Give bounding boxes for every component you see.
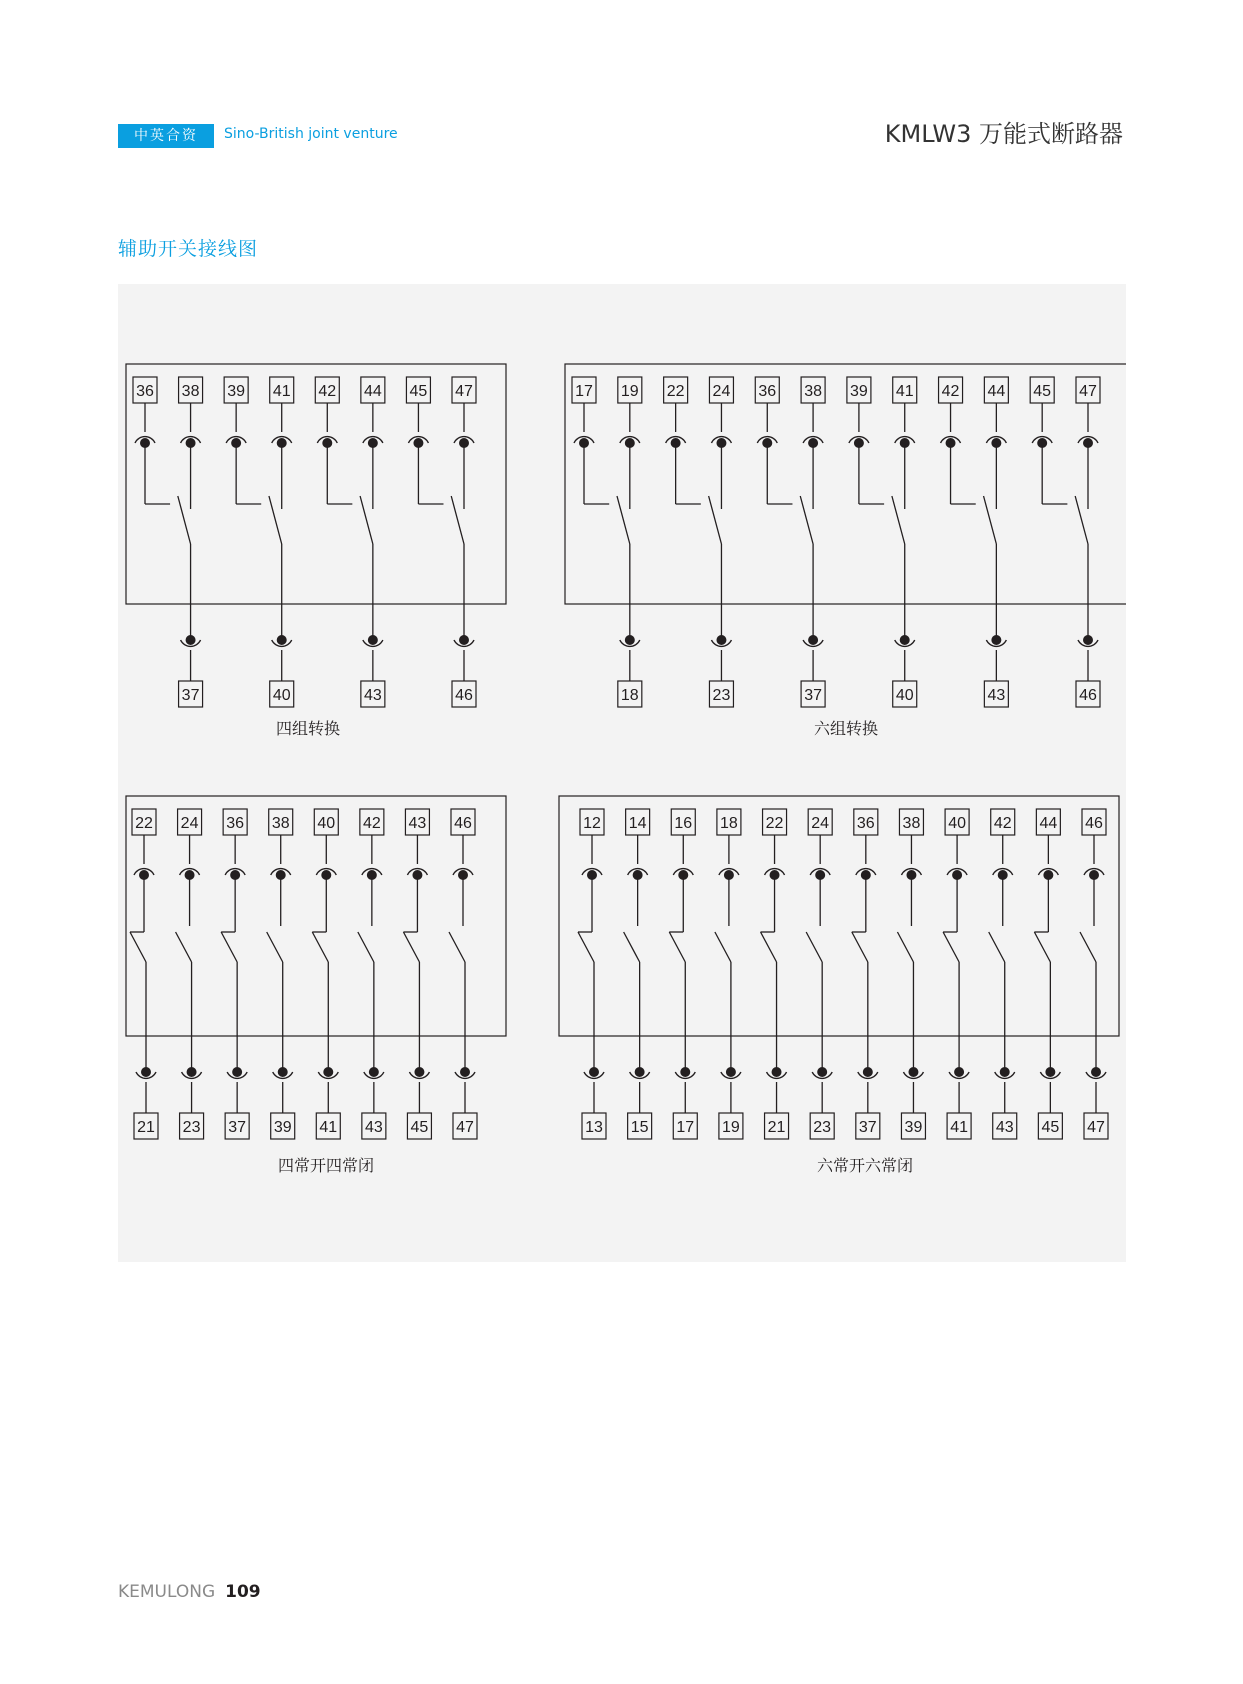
top-terminal-label: 36 — [226, 815, 245, 832]
bottom-socket — [182, 1067, 202, 1078]
top-terminal — [899, 809, 923, 835]
wiring-diagram-panel — [118, 284, 1126, 1262]
top-terminal — [717, 809, 741, 835]
top-terminal — [709, 377, 733, 403]
bottom-terminal-label: 43 — [363, 687, 382, 704]
top-terminal-label: 42 — [993, 815, 1012, 832]
bottom-terminal-label: 47 — [1087, 1119, 1105, 1136]
bottom-socket — [803, 635, 823, 646]
diagram-caption: 四常开四常闭 — [277, 1156, 375, 1175]
top-terminal — [808, 809, 832, 835]
top-terminal-label: 24 — [712, 383, 731, 400]
top-terminal — [224, 377, 248, 403]
top-terminal-label: 44 — [1039, 815, 1058, 832]
bottom-terminal-label: 46 — [455, 687, 473, 704]
bottom-terminal-label: 41 — [319, 1119, 338, 1136]
bottom-terminal-label: 13 — [585, 1119, 603, 1136]
bottom-socket — [455, 1067, 475, 1078]
page-title: KMLW3 万能式断路器 — [884, 120, 1123, 148]
top-terminal — [945, 809, 969, 835]
bottom-terminal-label: 40 — [272, 687, 291, 704]
bottom-socket — [903, 1067, 923, 1078]
top-terminal — [671, 809, 695, 835]
top-terminal-label: 41 — [895, 383, 914, 400]
bottom-socket — [721, 1067, 741, 1078]
bottom-socket — [895, 635, 915, 646]
diagram-caption: 六组转换 — [813, 719, 879, 738]
bottom-terminal — [993, 1113, 1017, 1139]
bottom-terminal — [270, 681, 294, 707]
bottom-socket — [227, 1067, 247, 1078]
top-terminal-label: 36 — [758, 383, 777, 400]
bottom-socket — [181, 635, 201, 646]
top-terminal — [361, 377, 385, 403]
top-terminal-label: 47 — [455, 383, 473, 400]
top-terminal-label: 36 — [856, 815, 875, 832]
top-terminal — [452, 377, 476, 403]
bottom-terminal-label: 39 — [273, 1119, 292, 1136]
top-terminal — [133, 377, 157, 403]
bottom-socket — [630, 1067, 650, 1078]
top-terminal — [1036, 809, 1060, 835]
wiring-diagram-3 — [126, 796, 506, 1175]
bottom-terminal-label: 39 — [904, 1119, 923, 1136]
bottom-terminal — [628, 1113, 652, 1139]
top-terminal — [223, 809, 247, 835]
top-terminal — [178, 809, 202, 835]
top-terminal-label: 44 — [363, 383, 382, 400]
top-terminal — [755, 377, 779, 403]
bottom-terminal-label: 43 — [364, 1119, 383, 1136]
bottom-socket — [409, 1067, 429, 1078]
bottom-terminal-label: 45 — [1041, 1119, 1060, 1136]
bottom-terminal-label: 19 — [722, 1119, 740, 1136]
bottom-terminal — [452, 681, 476, 707]
bottom-terminal-label: 21 — [137, 1119, 155, 1136]
top-terminal-label: 38 — [902, 815, 921, 832]
bottom-terminal-label: 15 — [630, 1119, 649, 1136]
bottom-socket — [364, 1067, 384, 1078]
top-terminal-label: 46 — [1085, 815, 1103, 832]
top-terminal-label: 45 — [1033, 383, 1052, 400]
bottom-socket — [1086, 1067, 1106, 1078]
bottom-terminal — [1084, 1113, 1108, 1139]
joint-venture-badge: 中英合资 — [118, 124, 214, 148]
top-terminal-label: 22 — [135, 815, 153, 832]
bottom-socket — [620, 635, 640, 646]
bottom-terminal-label: 45 — [410, 1119, 429, 1136]
bottom-terminal-label: 17 — [676, 1119, 695, 1136]
bottom-terminal-label: 43 — [987, 687, 1006, 704]
bottom-terminal — [362, 1113, 386, 1139]
top-terminal-label: 38 — [271, 815, 290, 832]
top-terminal — [405, 809, 429, 835]
top-terminal — [893, 377, 917, 403]
top-terminal-label: 45 — [409, 383, 428, 400]
bottom-terminal — [709, 681, 733, 707]
bottom-terminal — [947, 1113, 971, 1139]
top-terminal — [1076, 377, 1100, 403]
bottom-terminal — [801, 681, 825, 707]
top-terminal-label: 16 — [674, 815, 693, 832]
wiring-diagram-1 — [126, 364, 506, 738]
top-terminal — [763, 809, 787, 835]
wiring-diagram-4 — [559, 796, 1119, 1175]
bottom-socket — [812, 1067, 832, 1078]
bottom-terminal — [984, 681, 1008, 707]
bottom-terminal — [1076, 681, 1100, 707]
top-terminal — [1082, 809, 1106, 835]
top-terminal-label: 12 — [583, 815, 601, 832]
bottom-terminal — [180, 1113, 204, 1139]
top-terminal — [618, 377, 642, 403]
bottom-socket — [858, 1067, 878, 1078]
wiring-diagram-2 — [565, 364, 1126, 738]
bottom-socket — [1078, 635, 1098, 646]
bottom-terminal — [316, 1113, 340, 1139]
top-terminal-label: 38 — [181, 383, 200, 400]
section-title: 辅助开关接线图 — [118, 238, 259, 260]
top-terminal-label: 18 — [720, 815, 738, 832]
bottom-terminal — [453, 1113, 477, 1139]
bottom-terminal-label: 40 — [895, 687, 914, 704]
bottom-terminal-label: 37 — [804, 687, 822, 704]
bottom-terminal — [810, 1113, 834, 1139]
bottom-terminal-label: 21 — [767, 1119, 786, 1136]
top-terminal-label: 17 — [575, 383, 593, 400]
top-terminal-label: 24 — [811, 815, 830, 832]
diagram-caption: 四组转换 — [275, 719, 341, 738]
top-terminal — [360, 809, 384, 835]
bottom-socket — [136, 1067, 156, 1078]
bottom-terminal-label: 37 — [858, 1119, 877, 1136]
top-terminal — [451, 809, 475, 835]
top-terminal-label: 19 — [620, 383, 639, 400]
top-terminal — [179, 377, 203, 403]
top-terminal — [269, 809, 293, 835]
bottom-terminal — [407, 1113, 431, 1139]
top-terminal-label: 38 — [804, 383, 822, 400]
top-terminal — [132, 809, 156, 835]
top-terminal — [580, 809, 604, 835]
top-terminal-label: 14 — [628, 815, 647, 832]
top-terminal-label: 22 — [765, 815, 784, 832]
bottom-terminal — [618, 681, 642, 707]
top-terminal-label: 39 — [850, 383, 868, 400]
top-terminal-label: 42 — [941, 383, 960, 400]
bottom-terminal — [765, 1113, 789, 1139]
page-footer — [118, 1582, 261, 1602]
top-terminal — [1030, 377, 1054, 403]
page-number: 109 — [225, 1582, 261, 1602]
top-terminal — [314, 809, 338, 835]
top-terminal-label: 40 — [317, 815, 336, 832]
bottom-terminal — [582, 1113, 606, 1139]
bottom-terminal — [1038, 1113, 1062, 1139]
bottom-socket — [584, 1067, 604, 1078]
bottom-terminal — [901, 1113, 925, 1139]
bottom-terminal — [271, 1113, 295, 1139]
bottom-terminal-label: 47 — [456, 1119, 474, 1136]
top-terminal — [406, 377, 430, 403]
diagram-caption: 六常开六常闭 — [816, 1156, 914, 1175]
bottom-terminal-label: 37 — [228, 1119, 247, 1136]
bottom-socket — [1040, 1067, 1060, 1078]
top-terminal — [626, 809, 650, 835]
top-terminal-label: 39 — [227, 383, 246, 400]
top-terminal-label: 24 — [180, 815, 199, 832]
bottom-terminal-label: 18 — [620, 687, 639, 704]
bottom-terminal — [134, 1113, 158, 1139]
top-terminal-label: 46 — [454, 815, 472, 832]
top-terminal-label: 43 — [408, 815, 427, 832]
top-terminal-label: 42 — [318, 383, 337, 400]
top-terminal — [984, 377, 1008, 403]
bottom-socket — [454, 635, 474, 646]
bottom-terminal — [856, 1113, 880, 1139]
top-terminal — [847, 377, 871, 403]
top-terminal-label: 40 — [948, 815, 966, 832]
top-terminal-label: 22 — [666, 383, 685, 400]
top-terminal-label: 42 — [362, 815, 381, 832]
bottom-terminal-label: 23 — [712, 687, 731, 704]
bottom-socket — [711, 635, 731, 646]
top-terminal — [572, 377, 596, 403]
footer-brand: KEMULONG — [118, 1582, 216, 1602]
bottom-terminal — [719, 1113, 743, 1139]
joint-venture-label: Sino-British joint venture — [224, 126, 398, 142]
bottom-terminal-label: 37 — [181, 687, 200, 704]
bottom-terminal-label: 23 — [182, 1119, 201, 1136]
top-terminal — [854, 809, 878, 835]
bottom-socket — [949, 1067, 969, 1078]
top-terminal — [801, 377, 825, 403]
bottom-socket — [986, 635, 1006, 646]
bottom-socket — [318, 1067, 338, 1078]
bottom-terminal-label: 41 — [950, 1119, 968, 1136]
top-terminal-label: 44 — [987, 383, 1006, 400]
bottom-socket — [272, 635, 292, 646]
bottom-socket — [363, 635, 383, 646]
top-terminal-label: 36 — [136, 383, 154, 400]
top-terminal — [270, 377, 294, 403]
bottom-terminal — [893, 681, 917, 707]
top-terminal — [991, 809, 1015, 835]
top-terminal — [315, 377, 339, 403]
top-terminal-label: 47 — [1079, 383, 1097, 400]
top-terminal — [939, 377, 963, 403]
bottom-terminal — [361, 681, 385, 707]
bottom-terminal — [225, 1113, 249, 1139]
auxiliary-switch-wiring-diagrams — [118, 284, 1126, 1262]
bottom-terminal-label: 43 — [995, 1119, 1014, 1136]
bottom-terminal-label: 23 — [813, 1119, 832, 1136]
bottom-socket — [675, 1067, 695, 1078]
bottom-terminal — [179, 681, 203, 707]
bottom-socket — [995, 1067, 1015, 1078]
bottom-socket — [273, 1067, 293, 1078]
bottom-socket — [767, 1067, 787, 1078]
top-terminal-label: 41 — [272, 383, 291, 400]
bottom-terminal-label: 46 — [1079, 687, 1097, 704]
top-terminal — [664, 377, 688, 403]
bottom-terminal — [673, 1113, 697, 1139]
